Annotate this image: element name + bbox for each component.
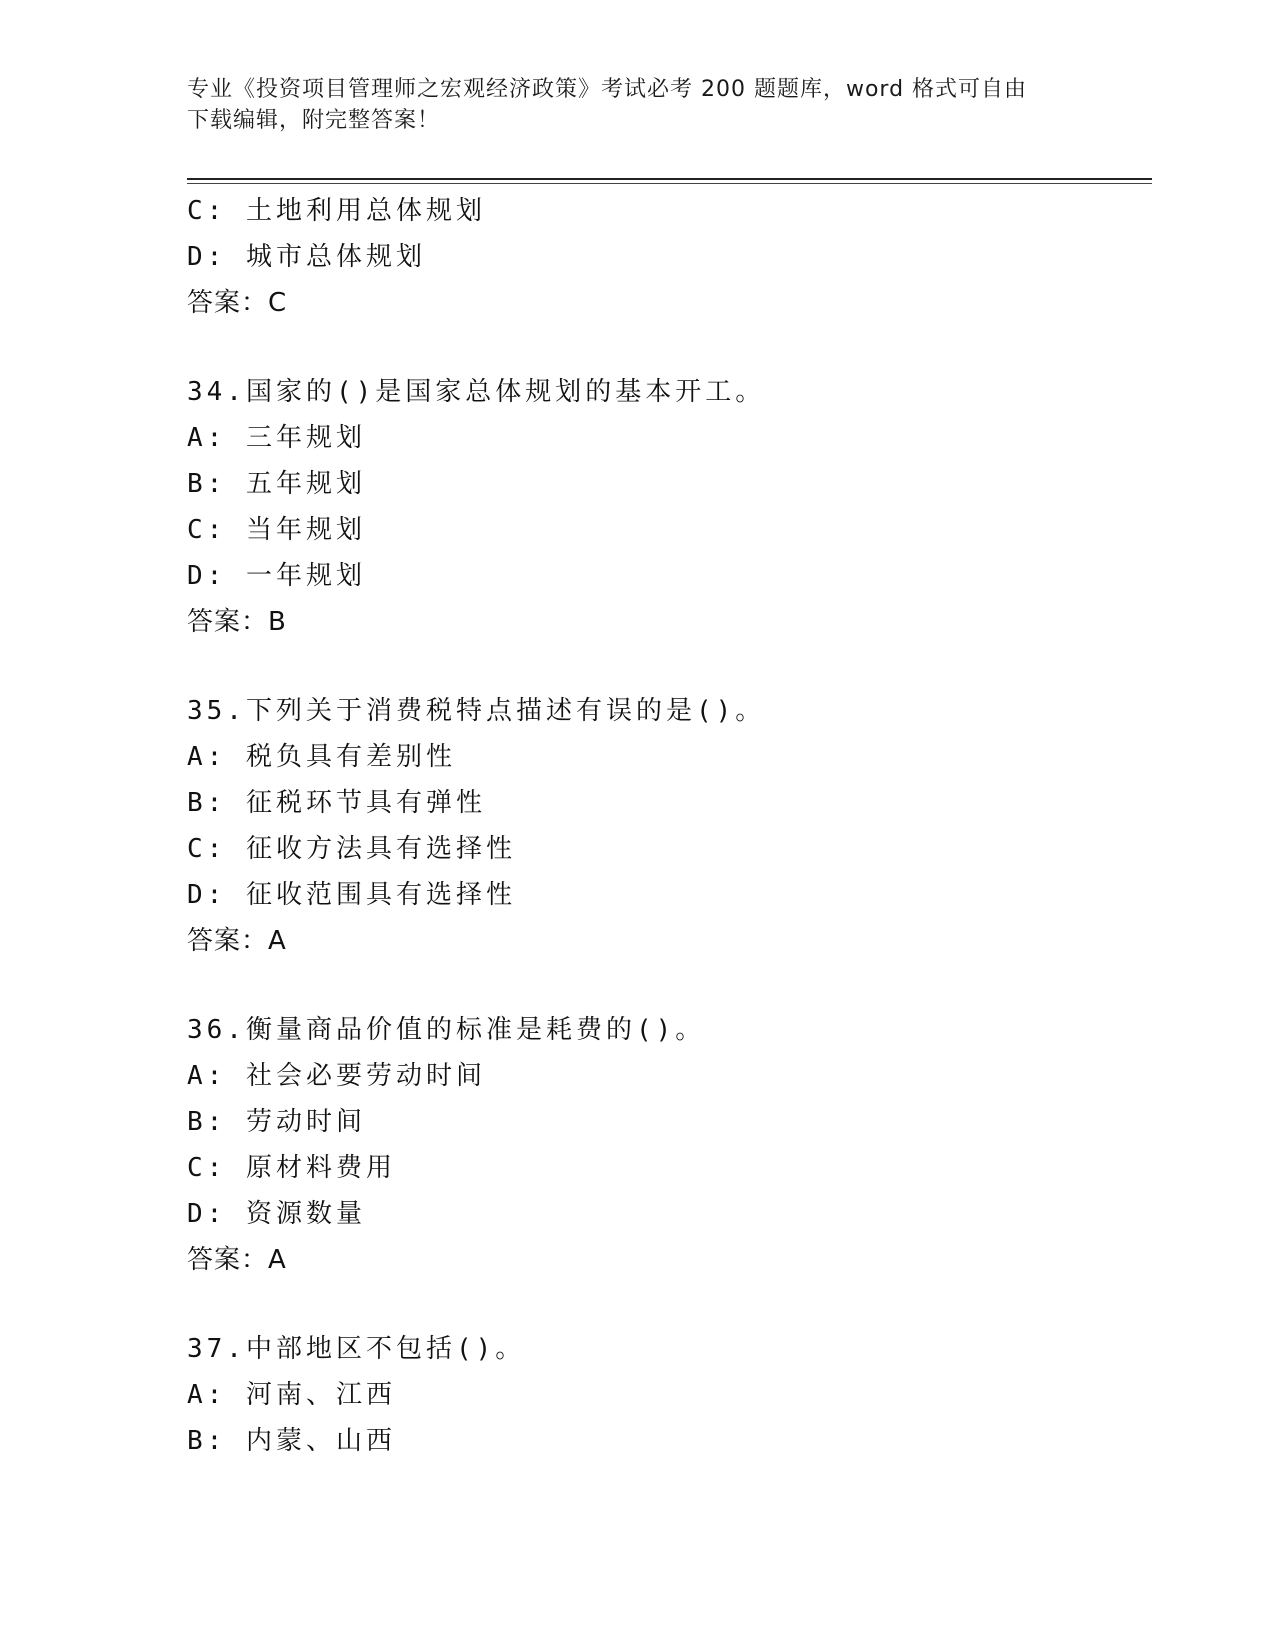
question-stem: 34.国家的()是国家总体规划的基本开工。 [187,377,766,407]
option-c: C: 当年规划 [187,515,366,545]
spacer [187,964,1147,1007]
question-block-34 [187,369,1147,645]
document-header [187,74,1067,136]
option-b: B: 五年规划 [187,469,366,499]
option-b: B: 劳动时间 [187,1107,366,1137]
question-block-prev [187,188,1147,326]
spacer [187,326,1147,369]
question-stem: 36.衡量商品价值的标准是耗费的()。 [187,1015,706,1045]
header-divider-thin [187,183,1152,184]
option-c: C: 征收方法具有选择性 [187,834,516,864]
answer-line: 答案：C [187,288,288,318]
option-b: B: 内蒙、山西 [187,1426,396,1456]
header-line-1: 专业《投资项目管理师之宏观经济政策》考试必考 200 题题库，word 格式可自由 [187,77,1028,102]
option-c: C: 原材料费用 [187,1153,396,1183]
question-block-37 [187,1326,1147,1464]
option-a: A: 社会必要劳动时间 [187,1061,486,1091]
answer-line: 答案：B [187,607,287,637]
question-stem: 35.下列关于消费税特点描述有误的是()。 [187,696,766,726]
option-d: D: 一年规划 [187,561,366,591]
option-d: D: 城市总体规划 [187,242,426,272]
option-d: D: 资源数量 [187,1199,366,1229]
question-stem: 37.中部地区不包括()。 [187,1334,526,1364]
option-b: B: 征税环节具有弹性 [187,788,486,818]
question-list [187,188,1147,1464]
question-block-35 [187,688,1147,964]
spacer [187,645,1147,688]
option-d: D: 征收范围具有选择性 [187,880,516,910]
header-line-2: 下载编辑，附完整答案！ [187,108,441,133]
option-a: A: 三年规划 [187,423,366,453]
option-c: C: 土地利用总体规划 [187,196,486,226]
header-divider-thick [187,178,1152,180]
spacer [187,1283,1147,1326]
option-a: A: 税负具有差别性 [187,742,456,772]
answer-line: 答案：A [187,1245,287,1275]
option-a: A: 河南、江西 [187,1380,396,1410]
answer-line: 答案：A [187,926,287,956]
question-block-36 [187,1007,1147,1283]
